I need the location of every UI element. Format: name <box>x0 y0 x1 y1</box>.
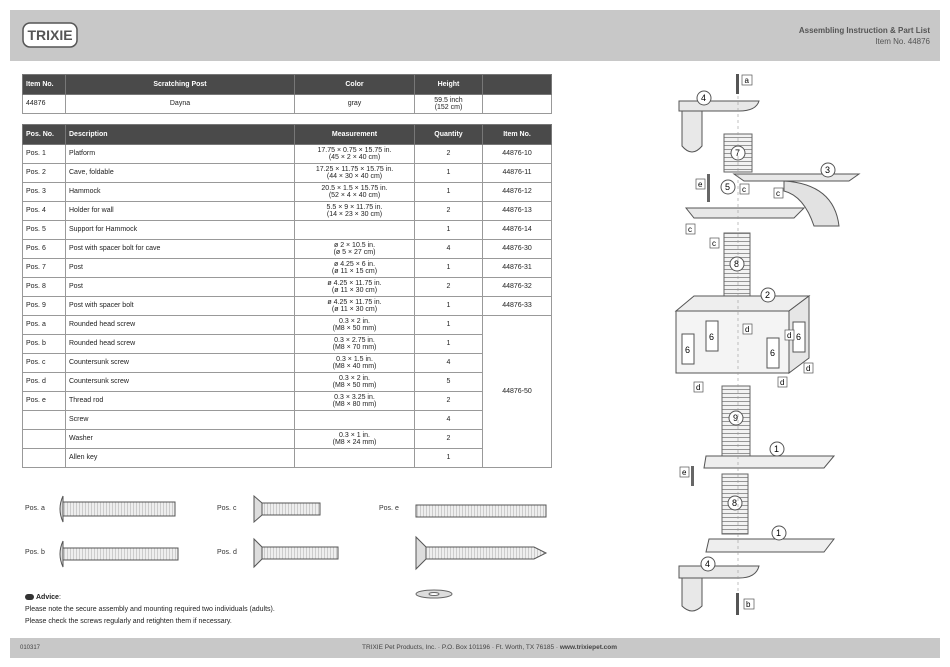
parts-row <box>23 259 552 278</box>
part-description: Rounded head screw <box>66 335 295 354</box>
part-pos: Pos. b <box>23 335 66 354</box>
part-item-no: 44876-10 <box>483 145 552 164</box>
part-quantity: 4 <box>415 411 483 430</box>
product-item-no: 44876 <box>23 95 66 114</box>
label-d-4: d <box>780 378 785 387</box>
part-item-no: 44876-11 <box>483 164 552 183</box>
part-description: Screw <box>66 411 295 430</box>
parts-row <box>23 373 552 392</box>
col-measurement: Measurement <box>295 125 415 145</box>
part-measurement: 0.3 × 2 in. (M8 × 50 mm) <box>295 316 415 335</box>
part-quantity: 2 <box>415 202 483 221</box>
label-2: 2 <box>765 290 771 300</box>
screw-b-illustration <box>55 537 180 572</box>
part-measurement: 20.5 × 1.5 × 15.75 in. (52 × 4 × 40 cm) <box>295 183 415 202</box>
label-e-bottom: e <box>682 468 687 477</box>
svg-text:TRIXIE: TRIXIE <box>27 27 73 43</box>
part-description: Holder for wall <box>66 202 295 221</box>
usa-badge-icon <box>25 594 34 600</box>
col-empty <box>483 75 552 95</box>
label-a: a <box>744 76 749 85</box>
parts-row <box>23 316 552 335</box>
label-c-3: c <box>688 225 692 234</box>
label-6-4: 6 <box>796 332 802 342</box>
part-description: Countersunk screw <box>66 354 295 373</box>
product-table <box>22 74 552 114</box>
assembly-diagram <box>664 66 864 616</box>
part-quantity: 4 <box>415 354 483 373</box>
screw-label-d: Pos. d <box>217 549 237 556</box>
product-name: Dayna <box>66 95 295 114</box>
col-quantity: Quantity <box>415 125 483 145</box>
parts-row <box>23 430 552 449</box>
part-description: Thread rod <box>66 392 295 411</box>
part-measurement: 5.5 × 9 × 11.75 in. (14 × 23 × 30 cm) <box>295 202 415 221</box>
height-cm: (152 cm) <box>434 104 463 111</box>
part-item-no: 44876-12 <box>483 183 552 202</box>
part-measurement <box>295 449 415 468</box>
address-text: TRIXIE Pet Products, Inc. · P.O. Box 101196 · Ft. Worth, TX 76185 · <box>362 644 560 651</box>
parts-row <box>23 335 552 354</box>
col-item-no: Item No. <box>23 75 66 95</box>
diagram-platform-upper <box>704 456 834 468</box>
part-quantity: 1 <box>415 335 483 354</box>
part-pos: Pos. e <box>23 392 66 411</box>
label-6-2: 6 <box>709 332 715 342</box>
label-d-3: d <box>696 383 701 392</box>
website-link[interactable]: www.trixiepet.com <box>559 644 618 651</box>
document-title: Assembling Instruction & Part List <box>798 26 930 35</box>
part-measurement: 0.3 × 1 in. (M8 × 24 mm) <box>295 430 415 449</box>
screw-label-a: Pos. a <box>25 505 45 512</box>
part-quantity: 2 <box>415 392 483 411</box>
part-measurement: 0.3 × 3.25 in. (M8 × 80 mm) <box>295 392 415 411</box>
label-7: 7 <box>735 148 741 158</box>
part-pos: Pos. 3 <box>23 183 66 202</box>
part-pos: Pos. 4 <box>23 202 66 221</box>
product-empty-cell <box>483 95 552 114</box>
part-pos: Pos. 7 <box>23 259 66 278</box>
part-pos <box>23 449 66 468</box>
col-part-item-no: Item No. <box>483 125 552 145</box>
parts-row <box>23 221 552 240</box>
product-color: gray <box>295 95 415 114</box>
company-address <box>362 644 617 651</box>
parts-row <box>23 297 552 316</box>
screw-a-illustration <box>55 492 180 527</box>
label-9: 9 <box>733 413 739 423</box>
parts-row <box>23 145 552 164</box>
part-pos: Pos. 9 <box>23 297 66 316</box>
screw-long-illustration <box>414 535 554 571</box>
product-table-header <box>23 75 552 95</box>
part-pos: Pos. 6 <box>23 240 66 259</box>
document-code: 010317 <box>20 645 41 651</box>
height-inch: 59.5 inch <box>434 96 463 104</box>
col-description: Description <box>66 125 295 145</box>
part-measurement: ø 4.25 × 6 in. (ø 11 × 15 cm) <box>295 259 415 278</box>
part-description: Post <box>66 278 295 297</box>
label-3: 3 <box>825 165 831 175</box>
diagram-platform-lower <box>706 539 834 552</box>
label-e-top: e <box>698 180 703 189</box>
part-quantity: 5 <box>415 373 483 392</box>
washer-illustration <box>414 588 454 600</box>
part-description: Allen key <box>66 449 295 468</box>
parts-table-body <box>23 145 552 468</box>
part-description: Rounded head screw <box>66 316 295 335</box>
col-pos-no: Pos. No. <box>23 125 66 145</box>
part-pos: Pos. 5 <box>23 221 66 240</box>
part-quantity: 1 <box>415 221 483 240</box>
diagram-cave <box>676 288 813 392</box>
parts-row <box>23 392 552 411</box>
advice-block <box>25 592 275 628</box>
thread-rod-illustration <box>414 502 549 520</box>
label-c-2: c <box>776 189 780 198</box>
part-quantity: 1 <box>415 164 483 183</box>
part-measurement <box>295 411 415 430</box>
part-measurement: 0.3 × 1.5 in. (M8 × 40 mm) <box>295 354 415 373</box>
part-pos: Pos. 8 <box>23 278 66 297</box>
part-quantity: 1 <box>415 183 483 202</box>
screw-d-illustration <box>252 537 342 571</box>
parts-row <box>23 449 552 468</box>
label-c-1: c <box>742 185 746 194</box>
parts-row <box>23 240 552 259</box>
part-pos: Pos. d <box>23 373 66 392</box>
part-description: Platform <box>66 145 295 164</box>
label-d-5: d <box>806 364 811 373</box>
product-height <box>415 95 483 114</box>
part-measurement: ø 4.25 × 11.75 in. (ø 11 × 30 cm) <box>295 297 415 316</box>
part-pos <box>23 411 66 430</box>
col-scratching-post: Scratching Post <box>66 75 295 95</box>
col-height: Height <box>415 75 483 95</box>
parts-row <box>23 411 552 430</box>
label-8-upper: 8 <box>734 259 740 269</box>
label-d-2: d <box>787 331 792 340</box>
part-measurement: ø 4.25 × 11.75 in. (ø 11 × 30 cm) <box>295 278 415 297</box>
part-item-no: 44876-32 <box>483 278 552 297</box>
label-1-upper: 1 <box>774 444 780 454</box>
part-quantity: 2 <box>415 145 483 164</box>
document-item-number: Item No. 44876 <box>875 37 930 46</box>
parts-table <box>22 124 552 468</box>
product-row <box>23 95 552 114</box>
part-pos: Pos. c <box>23 354 66 373</box>
part-pos <box>23 430 66 449</box>
footer-bar <box>10 638 940 658</box>
label-8-lower: 8 <box>732 498 738 508</box>
screw-label-c: Pos. c <box>217 505 237 512</box>
screw-c-illustration <box>252 494 322 526</box>
part-item-no: 44876-31 <box>483 259 552 278</box>
label-1-lower: 1 <box>776 528 782 538</box>
parts-row <box>23 278 552 297</box>
parts-row <box>23 164 552 183</box>
label-d-1: d <box>745 325 750 334</box>
trixie-logo <box>22 22 78 48</box>
col-color: Color <box>295 75 415 95</box>
advice-colon: : <box>58 594 61 601</box>
diagram-screw-a <box>736 74 752 94</box>
part-description: Post with spacer bolt for cave <box>66 240 295 259</box>
part-measurement: 17.75 × 0.75 × 15.75 in. (45 × 2 × 40 cm) <box>295 145 415 164</box>
part-item-no: 44876-30 <box>483 240 552 259</box>
part-quantity: 2 <box>415 430 483 449</box>
screw-label-e: Pos. e <box>379 505 399 512</box>
part-item-no: 44876-14 <box>483 221 552 240</box>
part-measurement: ø 2 × 10.5 in. (ø 5 × 27 cm) <box>295 240 415 259</box>
advice-heading <box>25 592 275 604</box>
part-quantity: 4 <box>415 240 483 259</box>
label-4-top: 4 <box>701 93 707 103</box>
part-description: Support for Hammock <box>66 221 295 240</box>
parts-table-header <box>23 125 552 145</box>
header-bar <box>10 10 940 61</box>
part-quantity: 1 <box>415 449 483 468</box>
part-item-no: 44876-13 <box>483 202 552 221</box>
part-item-no-shared: 44876-50 <box>483 316 552 468</box>
screw-label-b: Pos. b <box>25 549 45 556</box>
parts-row <box>23 202 552 221</box>
part-pos: Pos. a <box>23 316 66 335</box>
label-b: b <box>746 600 751 609</box>
part-description: Hammock <box>66 183 295 202</box>
part-pos: Pos. 1 <box>23 145 66 164</box>
part-description: Cave, foldable <box>66 164 295 183</box>
advice-line-2: Please check the screws regularly and retighten them if necessary. <box>25 618 232 625</box>
part-quantity: 1 <box>415 316 483 335</box>
label-6-3: 6 <box>770 348 776 358</box>
part-measurement: 0.3 × 2.75 in. (M8 × 70 mm) <box>295 335 415 354</box>
part-measurement: 0.3 × 2 in. (M8 × 50 mm) <box>295 373 415 392</box>
part-measurement <box>295 221 415 240</box>
parts-row <box>23 354 552 373</box>
part-pos: Pos. 2 <box>23 164 66 183</box>
part-quantity: 1 <box>415 259 483 278</box>
label-6-1: 6 <box>685 345 691 355</box>
advice-line-1: Please note the secure assembly and mounting required two individuals (adults). <box>25 606 275 613</box>
part-quantity: 2 <box>415 278 483 297</box>
part-item-no: 44876-33 <box>483 297 552 316</box>
part-description: Post <box>66 259 295 278</box>
label-4-bottom: 4 <box>705 559 711 569</box>
advice-title: Advice <box>36 594 59 601</box>
label-c-4: c <box>712 239 716 248</box>
label-5: 5 <box>725 182 731 192</box>
part-measurement: 17.25 × 11.75 × 15.75 in. (44 × 30 × 40 cm) <box>295 164 415 183</box>
part-description: Post with spacer bolt <box>66 297 295 316</box>
part-quantity: 1 <box>415 297 483 316</box>
parts-row <box>23 183 552 202</box>
part-description: Washer <box>66 430 295 449</box>
part-description: Countersunk screw <box>66 373 295 392</box>
